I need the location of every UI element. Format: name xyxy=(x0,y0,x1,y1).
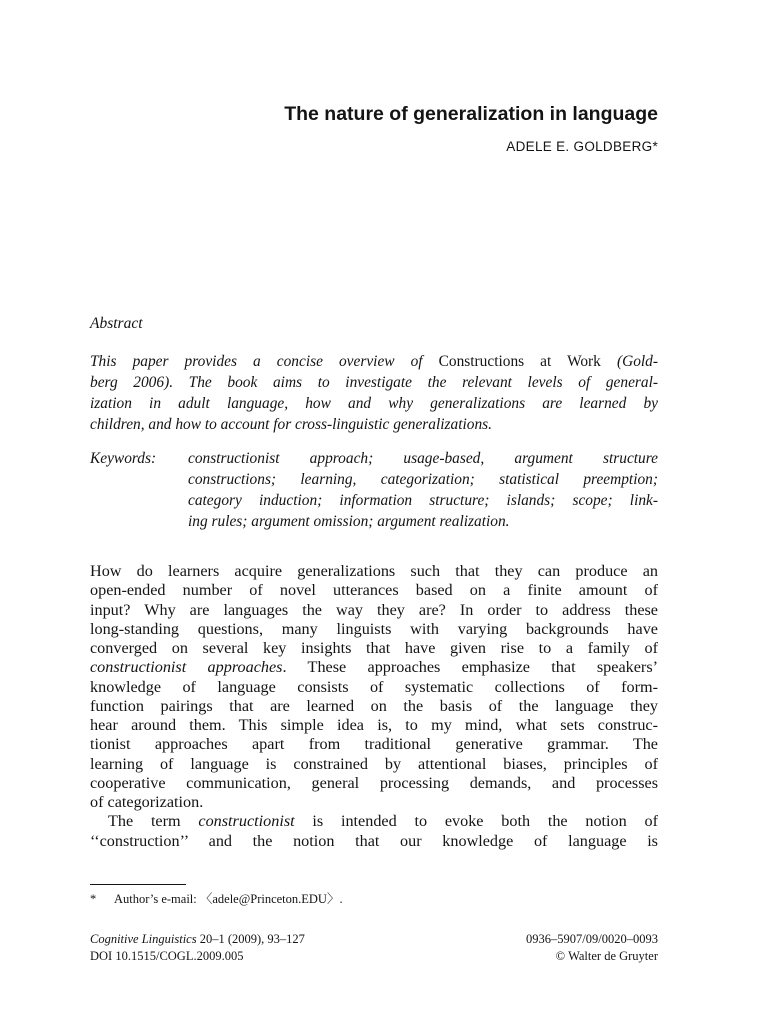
keywords-line: constructions; learning, categorization; statistical preemption; xyxy=(188,471,658,488)
keywords-line: category induction; information structure; islands; scope; link- xyxy=(188,492,658,509)
italic-run: ization in adult language, how and why generalizations are learned by xyxy=(90,395,658,412)
footnote-text: Author’s e-mail: 〈adele@Princeton.EDU〉. xyxy=(114,892,343,906)
text-run: How do learners acquire generalizations such that they can produce an xyxy=(90,562,658,580)
body-line xyxy=(90,812,658,831)
abstract-line xyxy=(90,351,658,372)
journal-citation xyxy=(90,931,305,965)
body-line xyxy=(90,601,658,620)
text-run: is intended to evoke both the notion of xyxy=(294,812,658,831)
abstract-line xyxy=(90,393,658,414)
abstract-line xyxy=(90,372,658,393)
text-run: of categorization. xyxy=(90,793,204,811)
text-run: hear around them. This simple idea is, to my mind, what sets construc- xyxy=(90,716,658,734)
paper-title: The nature of generalization in language xyxy=(284,103,658,125)
journal-volume: 20–1 (2009), 93–127 xyxy=(196,932,305,946)
keywords-list xyxy=(188,448,658,532)
body-line xyxy=(90,793,658,812)
text-run: cooperative communication, general processing demands, and processes xyxy=(90,773,658,792)
body-line xyxy=(90,562,658,581)
body-line xyxy=(90,832,658,851)
text-run: input? Why are languages the way they are? In order to address these xyxy=(90,600,658,619)
text-run: ‘‘construction’’ and the notion that our knowledge of language is xyxy=(90,831,658,850)
text-run: long-standing questions, many linguists with varying backgrounds have xyxy=(90,619,658,638)
footnote-rule xyxy=(90,884,186,885)
body-line xyxy=(90,639,658,658)
keywords-line: ing rules; argument omission; argument realization. xyxy=(188,513,510,530)
abstract-line xyxy=(90,414,658,435)
keywords-line: constructionist approach; usage-based, argument structure xyxy=(188,450,658,467)
italic-run: constructionist xyxy=(198,812,295,831)
italic-run: This paper provides a concise overview of xyxy=(90,353,439,370)
text-run: . These approaches emphasize that speakers’ xyxy=(282,658,658,677)
keywords-label: Keywords: xyxy=(90,450,157,467)
body-line xyxy=(90,658,658,677)
text-run: learning of language is constrained by attentional biases, principles of xyxy=(90,754,658,773)
text-run: function pairings that are learned on the basis of the language they xyxy=(90,696,658,715)
text-run: knowledge of language consists of systematic collections of form- xyxy=(90,677,658,696)
text-run: Constructions at Work xyxy=(438,353,601,370)
body-line xyxy=(90,735,658,754)
abstract-heading: Abstract xyxy=(90,315,143,332)
body-line xyxy=(90,716,658,735)
body-line xyxy=(90,755,658,774)
abstract-body xyxy=(90,351,658,435)
doi-text: DOI 10.1515/COGL.2009.005 xyxy=(90,949,244,963)
journal-name: Cognitive Linguistics xyxy=(90,932,197,946)
copyright-text: © Walter de Gruyter xyxy=(555,949,658,963)
body-text xyxy=(90,562,658,851)
text-run: converged on several key insights that have given rise to a family of xyxy=(90,639,658,657)
body-line xyxy=(90,620,658,639)
issn-text: 0936–5907/09/0020–0093 xyxy=(526,932,658,946)
body-line xyxy=(90,678,658,697)
paper-author: ADELE E. GOLDBERG* xyxy=(506,139,658,154)
footnote xyxy=(90,890,343,908)
text-run: open-ended number of novel utterances based on a finite amount of xyxy=(90,581,658,600)
footnote-mark: * xyxy=(90,892,97,906)
body-line xyxy=(90,581,658,600)
body-line xyxy=(90,774,658,793)
text-run: The term xyxy=(108,812,199,831)
italic-run: (Gold- xyxy=(600,353,658,370)
italic-run: children, and how to account for cross-linguistic generalizations. xyxy=(90,416,492,433)
italic-run: constructionist approaches xyxy=(90,658,283,677)
italic-run: berg 2006). The book aims to investigate the relevant levels of general- xyxy=(90,374,658,391)
publisher-info xyxy=(526,931,658,965)
text-run: tionist approaches apart from traditional generative grammar. The xyxy=(90,735,658,754)
body-line xyxy=(90,697,658,716)
